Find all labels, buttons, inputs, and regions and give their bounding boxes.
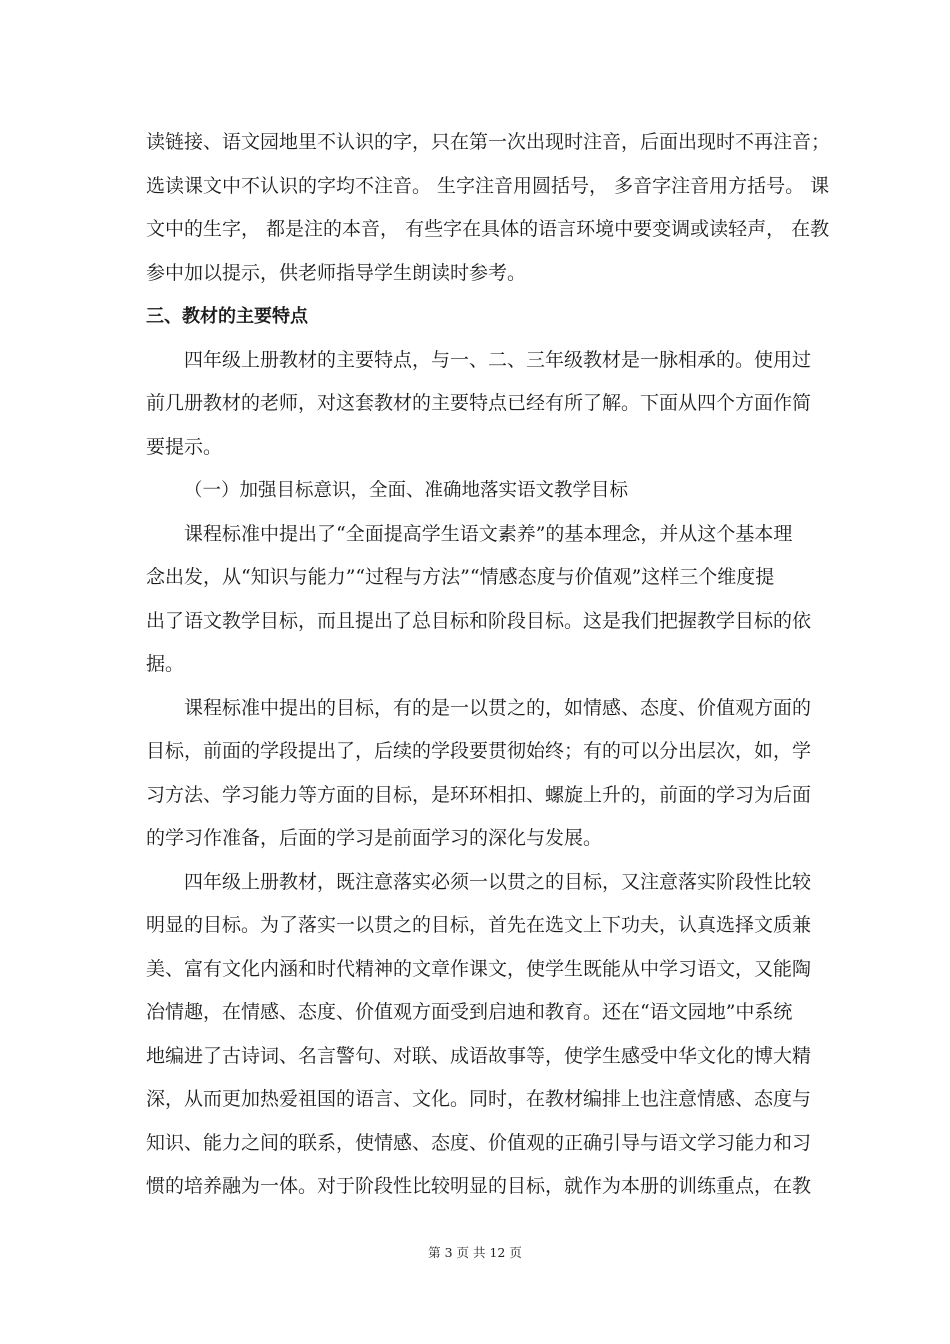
subsection-heading: （一）加强目标意识，全面、准确地落实语文教学目标 bbox=[184, 480, 629, 501]
text-line: 据。 bbox=[146, 653, 185, 675]
page-number-footer: 第 3 页 共 12 页 bbox=[428, 1245, 522, 1260]
text-line: 念出发，从“知识与能力”“过程与方法”“情感态度与价值观”这样三个维度提 bbox=[146, 566, 775, 588]
text-line: 冶情趣，在情感、态度、价值观方面受到启迪和教育。还在“语文园地”中系统 bbox=[146, 1001, 793, 1023]
text-line: 地编进了古诗词、名言警句、对联、成语故事等，使学生感受中华文化的博大精 bbox=[146, 1044, 812, 1067]
text-line: 出了语文教学目标，而且提出了总目标和阶段目标。这是我们把握教学目标的依 bbox=[146, 609, 812, 632]
text-line: 文中的生字， 都是注的本音， 有些字在具体的语言环境中要变调或读轻声， 在教 bbox=[146, 218, 830, 240]
text-line: 要提示。 bbox=[146, 435, 223, 458]
text-line: 参中加以提示，供老师指导学生朗读时参考。 bbox=[146, 261, 527, 284]
paragraph-first-line: 课程标准中提出的目标，有的是一以贯之的，如情感、态度、价值观方面的 bbox=[184, 696, 812, 719]
section-heading: 三、教材的主要特点 bbox=[146, 306, 308, 327]
text-line: 习方法、学习能力等方面的目标，是环环相扣、螺旋上升的，前面的学习为后面 bbox=[146, 783, 812, 806]
paragraph-first-line: 四年级上册教材，既注意落实必须一以贯之的目标，又注意落实阶段性比较 bbox=[184, 870, 812, 893]
text-line: 明显的目标。为了落实一以贯之的目标，首先在选文上下功夫，认真选择文质兼 bbox=[146, 914, 812, 936]
text-line: 美、富有文化内涵和时代精神的文章作课文，使学生既能从中学习语文，又能陶 bbox=[146, 957, 812, 980]
text-line: 前几册教材的老师，对这套教材的主要特点已经有所了解。下面从四个方面作简 bbox=[146, 392, 812, 414]
text-line: 知识、能力之间的联系，使情感、态度、价值观的正确引导与语文学习能力和习 bbox=[146, 1131, 812, 1154]
paragraph-first-line: 课程标准中提出了“全面提高学生语文素养”的基本理念，并从这个基本理 bbox=[184, 522, 793, 545]
document-body bbox=[146, 121, 831, 1209]
paragraph-first-line: 四年级上册教材的主要特点，与一、二、三年级教材是一脉相承的。使用过 bbox=[184, 348, 812, 371]
text-line: 读链接、语文园地里不认识的字，只在第一次出现时注音，后面出现时不再注音； bbox=[146, 131, 831, 153]
text-line: 的学习作准备，后面的学习是前面学习的深化与发展。 bbox=[146, 827, 603, 849]
text-line: 选读课文中不认识的字均不注音。 生字注音用圆括号， 多音字注音用方括号。 课 bbox=[146, 174, 830, 197]
text-line: 惯的培养融为一体。对于阶段性比较明显的目标，就作为本册的训练重点，在教 bbox=[146, 1175, 812, 1197]
text-line: 深，从而更加热爱祖国的语言、文化。同时，在教材编排上也注意情感、态度与 bbox=[146, 1088, 812, 1110]
text-line: 目标，前面的学段提出了，后续的学段要贯彻始终；有的可以分出层次，如，学 bbox=[146, 740, 812, 762]
